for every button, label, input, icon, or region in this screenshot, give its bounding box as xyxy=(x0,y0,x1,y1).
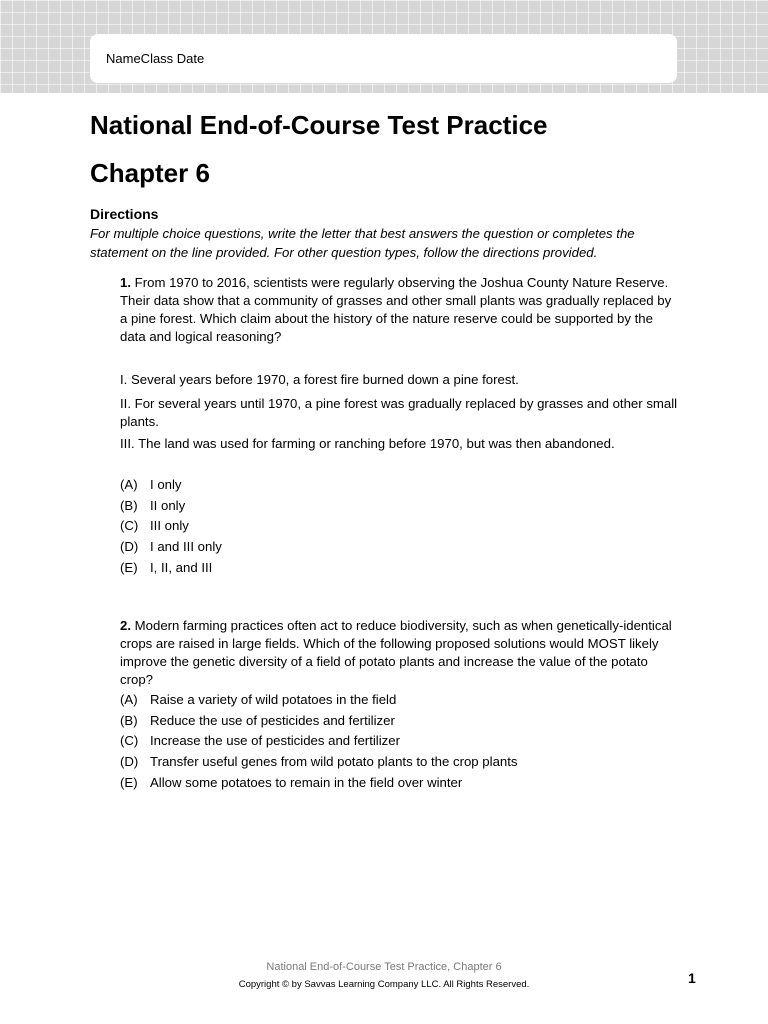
choice-letter: (A) xyxy=(120,692,138,707)
choice-option xyxy=(120,558,222,579)
question-1-statement-1: I. Several years before 1970, a forest fire burned down a pine forest. xyxy=(120,372,519,387)
question-2 xyxy=(120,617,678,689)
choice-letter: (E) xyxy=(120,559,138,575)
choice-text: I only xyxy=(150,477,182,492)
choice-text: Reduce the use of pesticides and fertilizer xyxy=(150,712,395,728)
choice-letter: (C) xyxy=(120,518,139,534)
choice-option xyxy=(120,537,222,558)
question-1-number: 1. xyxy=(120,275,131,290)
footer-title: National End-of-Course Test Practice, Chapter 6 xyxy=(266,961,502,973)
page-number: 1 xyxy=(688,970,696,986)
footer-copyright: Copyright © by Savvas Learning Company LLC. All Rights Reserved. xyxy=(238,979,530,990)
directions-text: For multiple choice questions, write the letter that best answers the question or completes the statement on the line provided. For other question types, follow the directions provided. xyxy=(90,226,635,260)
choice-option xyxy=(120,496,222,517)
question-1-text: From 1970 to 2016, scientists were regularly observing the Joshua County Nature Reserve. Their data show that a community of grasses and other small plants was gradually replaced by a pine forest. Which claim about the history of the nature reserve could be supported by the data and logical reasoning? xyxy=(120,275,672,344)
question-1-statement-2: II. For several years until 1970, a pine forest was gradually replaced by grasses and other small plants. xyxy=(120,396,678,429)
choice-option xyxy=(120,690,518,711)
choice-letter: (A) xyxy=(120,477,138,492)
choice-text: II only xyxy=(150,497,186,513)
choice-option xyxy=(120,475,222,496)
question-2-choices xyxy=(120,690,518,794)
choice-letter: (E) xyxy=(120,774,138,790)
choice-text: Increase the use of pesticides and fertilizer xyxy=(150,733,400,749)
choice-text: Allow some potatoes to remain in the field over winter xyxy=(150,774,463,790)
choice-option xyxy=(120,773,518,794)
choice-letter: (D) xyxy=(120,539,139,555)
question-1 xyxy=(120,274,678,346)
page-title: National End-of-Course Test Practice xyxy=(90,110,548,140)
directions-heading: Directions xyxy=(90,206,159,222)
question-2-number: 2. xyxy=(120,618,131,633)
choice-option xyxy=(120,731,518,752)
choice-letter: (D) xyxy=(120,754,139,770)
choice-text: I and III only xyxy=(150,539,222,555)
question-2-text: Modern farming practices often act to reduce biodiversity, such as when genetically-identical crops are raised in large fields. Which of the following proposed solutions would MOST likely improve the genetic diversity of a field of potato plants and increase the value of the potato crop? xyxy=(120,618,672,687)
choice-letter: (B) xyxy=(120,497,138,513)
choice-option xyxy=(120,711,518,732)
chapter-heading: Chapter 6 xyxy=(90,158,210,188)
choice-option xyxy=(120,516,222,537)
name-class-date-box xyxy=(90,34,677,83)
name-class-date-label: NameClass Date xyxy=(106,51,205,66)
choice-letter: (C) xyxy=(120,733,139,749)
choice-text: I, II, and III xyxy=(150,559,213,575)
choice-option xyxy=(120,752,518,773)
choice-text: III only xyxy=(150,518,189,534)
choice-text: Transfer useful genes from wild potato plants to the crop plants xyxy=(150,754,518,770)
question-1-statement-3: III. The land was used for farming or ranching before 1970, but was then abandoned. xyxy=(120,436,615,451)
question-1-choices xyxy=(120,475,222,579)
choice-text: Raise a variety of wild potatoes in the field xyxy=(150,692,397,707)
choice-letter: (B) xyxy=(120,712,138,728)
